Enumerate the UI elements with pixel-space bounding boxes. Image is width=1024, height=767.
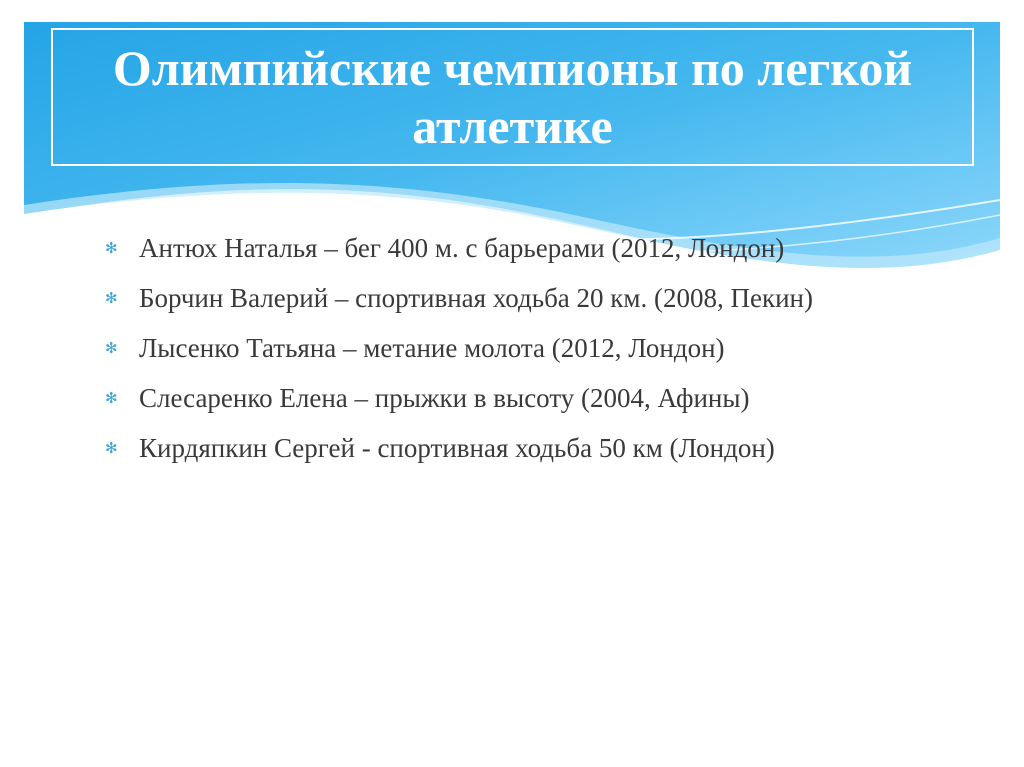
asterisk-bullet-icon: ✻ [105, 339, 118, 357]
list-item [105, 380, 920, 416]
list-item [105, 430, 920, 466]
list-item-text: Борчин Валерий – спортивная ходьба 20 км. (2008, Пекин) [139, 283, 813, 313]
list-item-text: Антюх Наталья – бег 400 м. с барьерами (2012, Лондон) [139, 233, 785, 263]
asterisk-bullet-icon: ✻ [105, 439, 118, 457]
list-item [105, 330, 920, 366]
list-item [105, 280, 920, 316]
slide-title: Олимпийские чемпионы по легкой атлетике [112, 40, 913, 154]
list-item-text: Слесаренко Елена – прыжки в высоту (2004, Афины) [139, 383, 750, 413]
asterisk-bullet-icon: ✻ [105, 239, 118, 257]
list-item [105, 230, 920, 266]
title-frame [51, 28, 974, 166]
list-item-text: Кирдяпкин Сергей - спортивная ходьба 50 км (Лондон) [139, 433, 775, 463]
asterisk-bullet-icon: ✻ [105, 389, 118, 407]
asterisk-bullet-icon: ✻ [105, 289, 118, 307]
bullet-list [105, 230, 920, 480]
list-item-text: Лысенко Татьяна – метание молота (2012, Лондон) [139, 333, 725, 363]
